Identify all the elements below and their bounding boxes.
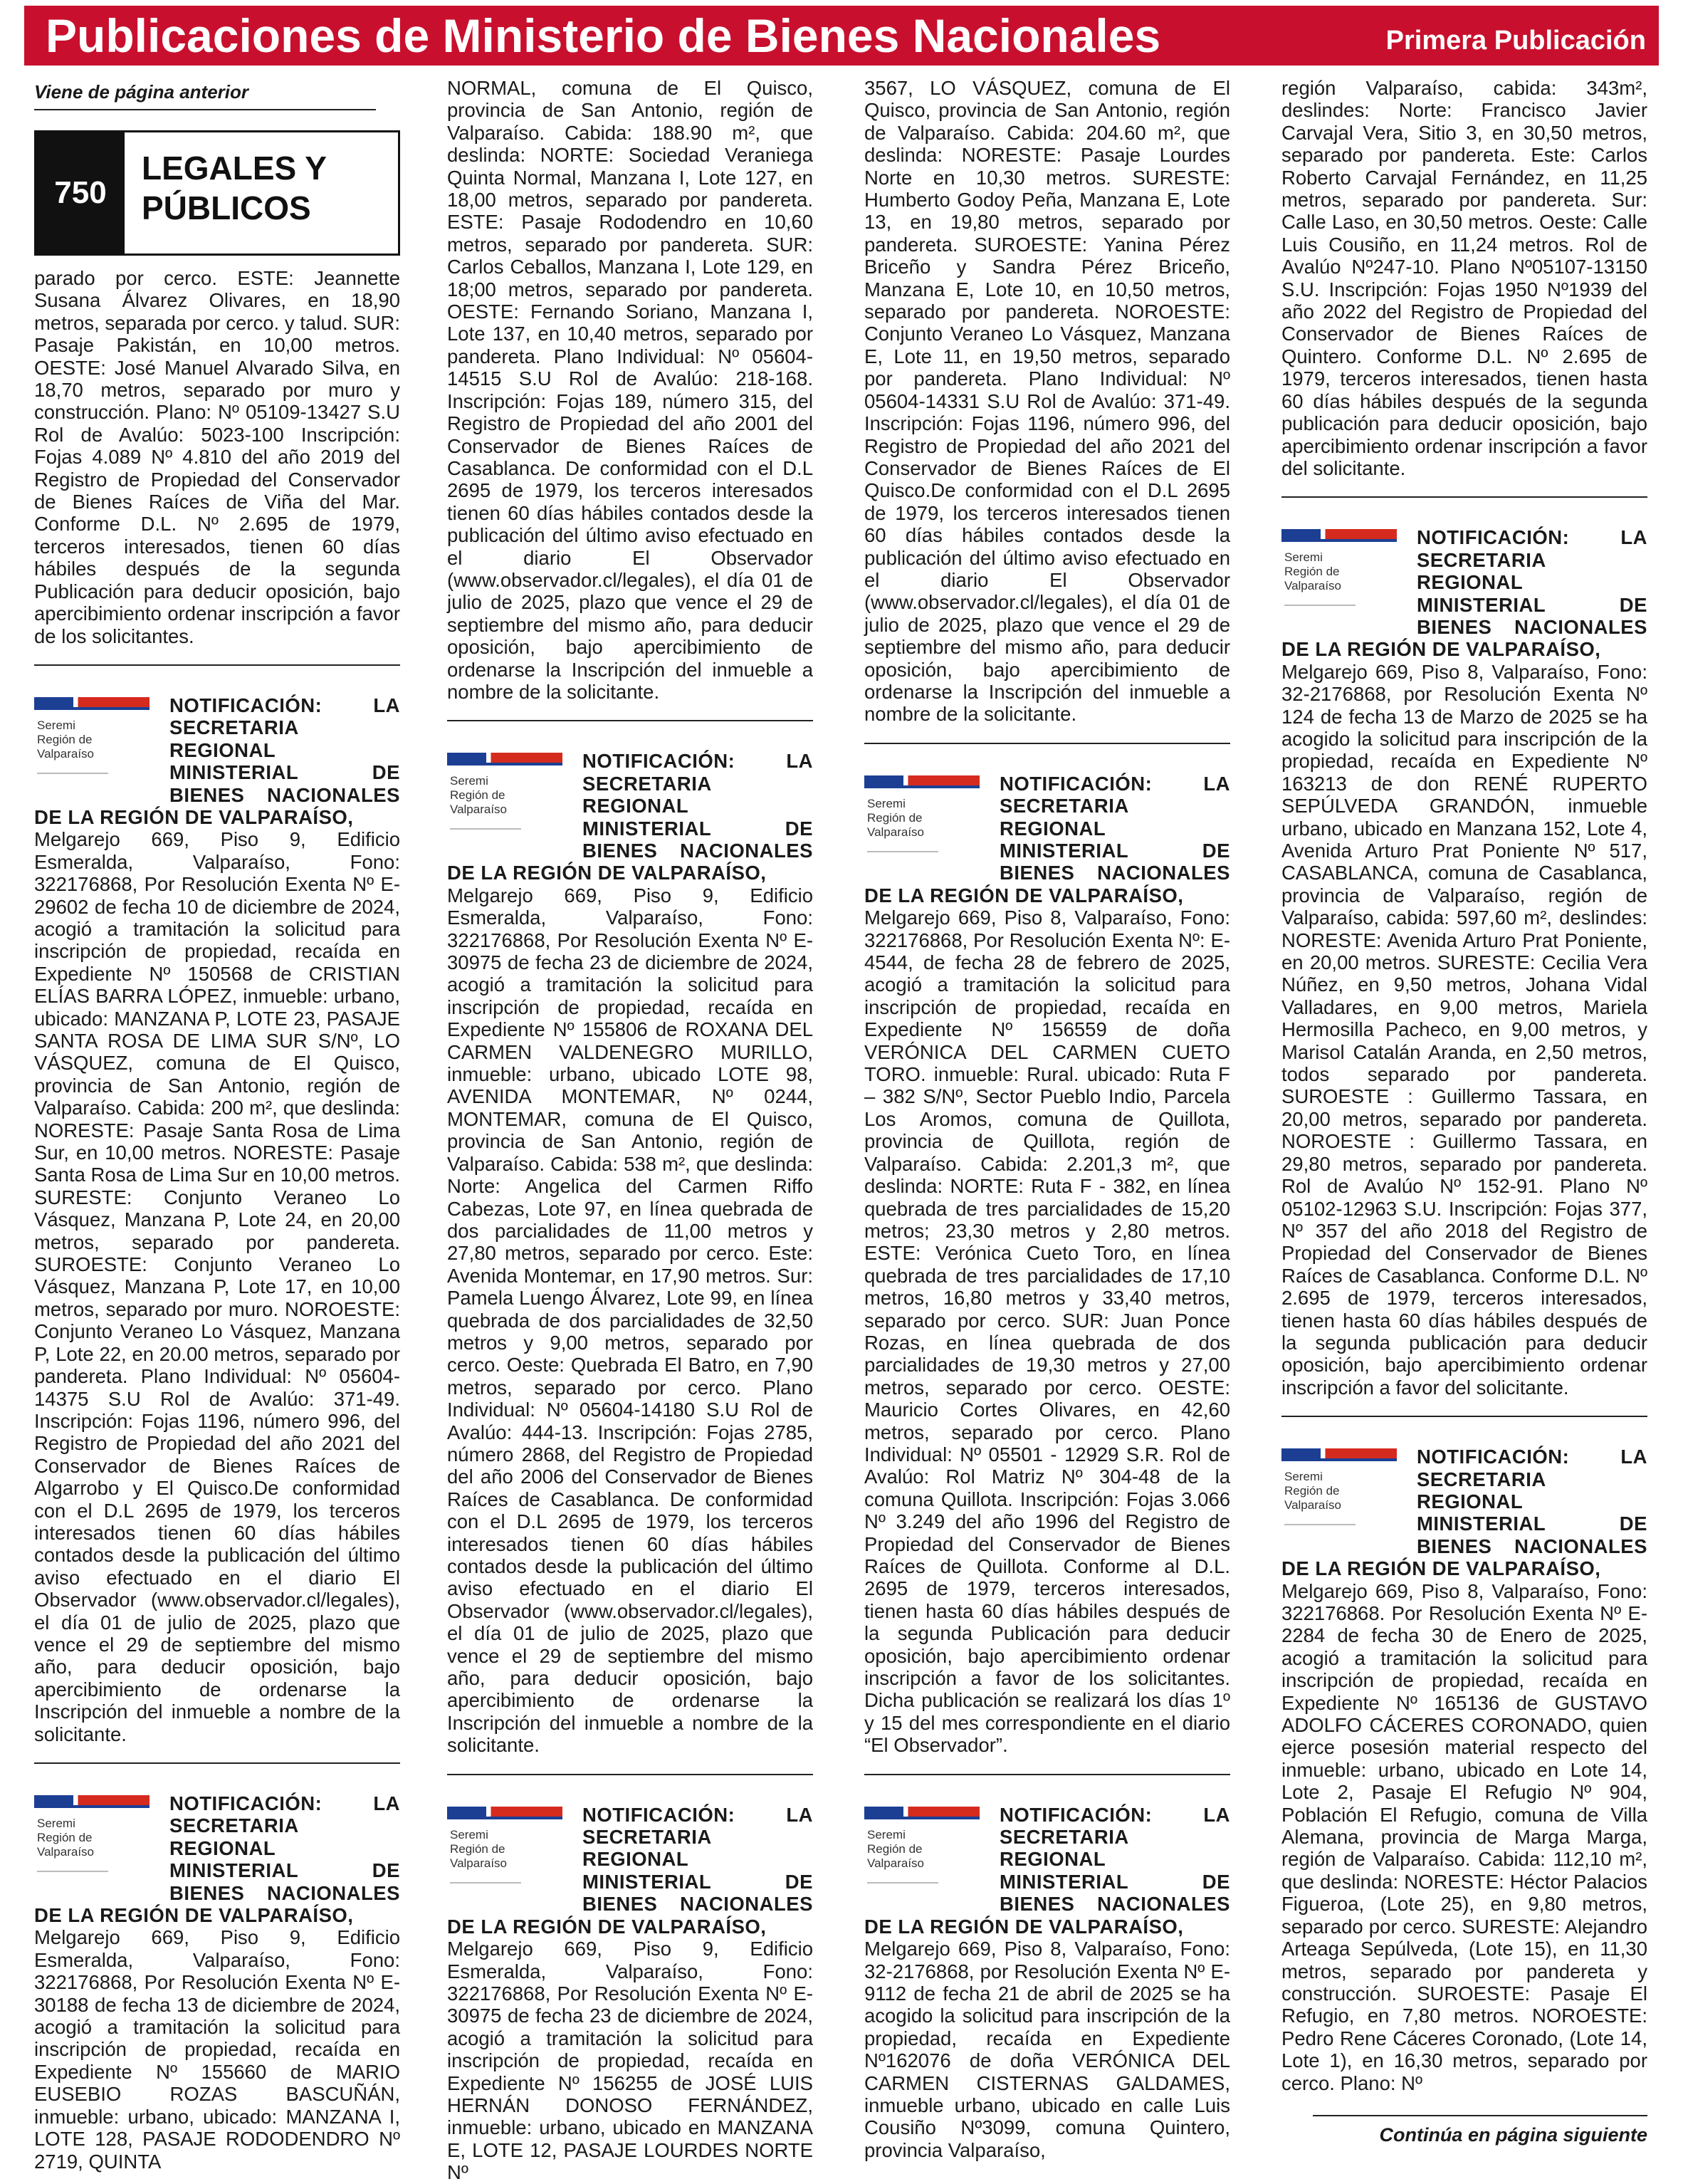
publication-tag: Primera Publicación [1385, 26, 1646, 56]
notice-heading: NOTIFICACIÓN: LA SECRETARIA REGIONAL MINISTERIAL DE BIENES NACIONALES DE LA REGIÓN DE VALPARAÍSO, [864, 772, 1230, 906]
logo-text: Seremi Región de Valparaíso [450, 774, 508, 817]
seremi-logo [34, 697, 161, 803]
notice-body: Melgarejo 669, Piso 9, Edificio Esmeralda, Valparaíso, Fono: 322176868, Por Resolución Exenta Nº E-29602 de fecha 10 de diciembre de 2024, acogió a tramitación la solicitud para inscripción de propiedad, recaída en Expediente Nº 150568 de CRISTIAN ELÍAS BARRA LÓPEZ, inmueble: urbano, ubicado: MANZANA P, LOTE 23, PASAJE SANTA ROSA DE LIMA SUR S/Nº, LO VÁSQUEZ, comuna de El Quisco, provincia de San Antonio, región de Valparaíso. Cabida: 200 m², que deslinda: NORESTE: Pasaje Santa Rosa de Lima Sur, en 10,00 metros. NORESTE: Pasaje Santa Rosa de Lima Sur en 10,00 metros. SURESTE: Conjunto Veraneo Lo Vásquez, Manzana P, Lote 24, en 20,00 metros, separado por pandereta. SUROESTE: Conjunto Veraneo Lo Vásquez, Manzana P, Lote 17, en 10,00 metros, separado por muro. NOROESTE: Conjunto Veraneo Lo Vásquez, Manzana P, Lote 22, en 20.00 metros, separado por pandereta. Plano Individual: Nº 05604-14375 S.U Rol de Avalúo: 371-49. Inscripción: Fojas 1196, número 996, del Registro de Propiedad del año 2021 del Conservador de Bienes Raíces de Algarrobo y El Quisco.De conformidad con el D.L 2695 de 1979, los terceros interesados tienen 60 días hábiles contados desde la publicación del último aviso efectuado en el diario El Observador (www.observador.cl/legales), el día 01 de julio de 2025, plazo que vence el 29 de septiembre del mismo año, para deducir oposición, bajo apercibimiento de ordenarse la Inscripción del inmueble a nombre de la solicitante. [34, 828, 400, 1745]
notice-body: Melgarejo 669, Piso 9, Edificio Esmeralda, Valparaíso, Fono: 322176868, Por Resolución Exenta Nº E-30975 de fecha 23 de diciembre de 2024, acogió a tramitación la solicitud para inscripción de propiedad, recaída en Expediente Nº 156255 de JOSÉ LUIS HERNÁN DONOSO FERNÁNDEZ, inmueble: urbano, ubicado en MANZANA E, LOTE 12, PASAJE LOURDES NORTE Nº [447, 1938, 813, 2184]
notice [34, 694, 400, 1745]
logo-text: Seremi Región de Valparaíso [1284, 1470, 1342, 1512]
continued-from-label: Viene de página anterior [34, 68, 376, 110]
divider [34, 1762, 400, 1764]
seremi-logo [34, 1795, 161, 1901]
banner-title: Publicaciones de Ministerio de Bienes Nacionales [46, 9, 1161, 62]
notice-heading: NOTIFICACIÓN: LA SECRETARIA REGIONAL MINISTERIAL DE BIENES NACIONALES DE LA REGIÓN DE VALPARAÍSO, [447, 750, 813, 884]
notice-heading: NOTIFICACIÓN: LA SECRETARIA REGIONAL MINISTERIAL DE BIENES NACIONALES DE LA REGIÓN DE VALPARAÍSO, [864, 1803, 1230, 1938]
notice-body: Melgarejo 669, Piso 9, Edificio Esmeralda, Valparaíso, Fono: 322176868, Por Resolución Exenta Nº E-30975 de fecha 23 de diciembre de 2024, acogió a tramitación la solicitud para inscripción de propiedad, recaída en Expediente Nº 155806 de ROXANA DEL CARMEN VALDENEGRO MURILLO, inmueble: urbano, ubicado LOTE 98, AVENIDA MONTEMAR, Nº 0244, MONTEMAR, comuna de El Quisco, provincia de San Antonio, región de Valparaíso. Cabida: 538 m², que deslinda: Norte: Angelica del Carmen Riffo Cabezas, Lote 97, en línea quebrada de dos parcialidades de 11,00 metros y 27,80 metros, separado por cerco. Este: Avenida Montemar, en 17,90 metros. Sur: Pamela Luengo Álvarez, Lote 99, en línea quebrada de dos parcialidades de 32,50 metros y 9,00 metros, separado por cerco. Oeste: Quebrada El Batro, en 7,90 metros, separado por cerco. Plano Individual: Nº 05604-14180 S.U Rol de Avalúo: 444-13. Inscripción: Fojas 2785, número 2868, del Registro de Propiedad del año 2006 del Conservador de Bienes Raíces de Casablanca. De conformidad con el D.L 2695 de 1979, los terceros interesados tienen 60 días hábiles contados desde la publicación del último aviso efectuado en el diario El Observador (www.observador.cl/legales), el día 01 de julio de 2025, plazo que vence el 29 de septiembre del mismo año, para deducir oposición, bajo apercibimiento de ordenarse la Inscripción del inmueble a nombre de la solicitante. [447, 884, 813, 1757]
divider [1313, 2115, 1647, 2116]
seremi-logo [1281, 1448, 1408, 1554]
divider [34, 664, 400, 666]
flag-stripe-icon [34, 1795, 150, 1805]
section-name: LEGALES Y PÚBLICOS [142, 150, 327, 226]
notice-body: Melgarejo 669, Piso 8, Valparaíso, Fono: 322176868. Por Resolución Exenta Nº E-2284 de fecha 30 de Enero de 2025, acogió a tramitación la solicitud para inscripción de propiedad, recaída en Expediente Nº 165136 de GUSTAVO ADOLFO CÁCERES CORONADO, quien ejerce posesión material respecto del inmueble: urbano, ubicado en Lote 14, Lote 2, Pasaje El Refugio Nº 904, Población El Refugio, comuna de Villa Alemana, provincia de Marga Marga, región de Valparaíso. Cabida: 112,10 m², que deslinda: NORESTE: Héctor Palacios Figueroa, (Lote 25), en 9,80 metros, separado por cerco. SURESTE: Alejandro Arteaga Sepúlveda, (Lote 15), en 11,30 metros, separado por pandereta y construcción. SUROESTE: Pasaje El Refugio, en 7,80 metros. NOROESTE: Pedro Rene Cáceres Coronado, (Lote 14, Lote 1), en 16,30 metros, separado por cerco. Plano: Nº [1281, 1579, 1647, 2094]
notice-body: Melgarejo 669, Piso 8, Valparaíso, Fono: 32-2176868, por Resolución Exenta Nº 124 de fecha 13 de Marzo de 2025 se ha acogido la solicitud para inscripción de la propiedad, recaída en Expediente Nº 163213 de don RENÉ RUPERTO SEPÚLVEDA GRANDÓN, inmueble urbano, ubicado en Manzana 152, Lote 4, Avenida Arturo Prat Poniente Nº 517, CASABLANCA, comuna de Casablanca, provincia de Valparaíso, región de Valparaíso, cabida: 597,60 m², deslindes: NORESTE: Avenida Arturo Prat Poniente, en 20,00 metros. SURESTE: Cecilia Vera Núñez, en 9,50 metros, Johana Vidal Valladares, en 9,00 metros, Mariela Hermosilla Pacheco, en 9,00 metros, y Marisol Catalán Aranda, en 2,50 metros, todos separado por pandereta. SUROESTE : Guillermo Tassara, en 20,00 metros, separado por pandereta. NOROESTE : Guillermo Tassara, en 29,80 metros, separado por pandereta. Rol de Avalúo Nº 152-91. Plano Nº 05102-12963 S.U. Inscripción: Fojas 377, Nº 357 del año 2018 del Registro de Propiedad del Conservador de Bienes Raíces de Casablanca. Conforme D.L. Nº 2.695 de 1979, terceros interesados, tienen hasta 60 días hábiles después de la segunda publicación para deducir oposición, bajo apercibimiento ordenar inscripción a favor del solicitante. [1281, 660, 1647, 1399]
continued-notice-text: 3567, LO VÁSQUEZ, comuna de El Quisco, provincia de San Antonio, región de Valparaíso. Cabida: 204.60 m², que deslinda: NORESTE: Pasaje Lourdes Norte en 10,30 metros. SURESTE: Humberto Godoy Peña, Manzana E, Lote 13, en 19,80 metros, separado por pandereta. SUROESTE: Yanina Pérez Briceño y Sandra Pérez Briceño, Manzana E, Lote 10, en 10,50 metros, separado por pandereta. NOROESTE: Conjunto Veraneo Lo Vásquez, Manzana E, Lote 11, en 19,50 metros, separado por pandereta. Plano Individual: Nº 05604-14331 S.U Rol de Avalúo: 371-49. Inscripción: Fojas 1196, número 996, del Registro de Propiedad del año 2021 del Conservador de Bienes Raíces de El Quisco.De conformidad con el D.L 2695 de 1979, los terceros interesados tienen 60 días hábiles contados desde la publicación del último aviso efectuado en el diario El Observador (www.observador.cl/legales), el día 01 de julio de 2025, plazo que vence el 29 de septiembre del mismo año, para deducir oposición, bajo apercibimiento de ordenarse la Inscripción del inmueble a nombre de la solicitante. [864, 77, 1230, 726]
divider [447, 720, 813, 721]
section-box [34, 130, 400, 256]
column-2 [447, 68, 813, 2184]
flag-stripe-icon [447, 1807, 562, 1817]
notice [34, 1792, 400, 2173]
logo-text: Seremi Región de Valparaíso [450, 1827, 508, 1870]
notice [864, 773, 1230, 1757]
notice-heading: NOTIFICACIÓN: LA SECRETARIA REGIONAL MINISTERIAL DE BIENES NACIONALES DE LA REGIÓN DE VALPARAÍSO, [1281, 1446, 1647, 1580]
column-1 [34, 68, 400, 2173]
notice-body: Melgarejo 669, Piso 9, Edificio Esmeralda, Valparaíso, Fono: 322176868, Por Resolución Exenta Nº E-30188 de fecha 13 de diciembre de 2024, acogió a tramitación la solicitud para inscripción de propiedad, recaída en Expediente Nº 155660 de MARIO EUSEBIO ROZAS BASCUÑÁN, inmueble: urbano, ubicado: MANZANA I, LOTE 128, PASAJE RODODENDRO Nº 2719, QUINTA [34, 1926, 400, 2173]
notice [1281, 526, 1647, 1399]
logo-text: Seremi Región de Valparaíso [37, 1817, 95, 1859]
column-4 [1281, 68, 1647, 2148]
notice-body: Melgarejo 669, Piso 8, Valparaíso, Fono: 322176868, Por Resolución Exenta Nº: E-4544, de fecha 28 de febrero de 2025, acogió a tramitación la solicitud para inscripción de propiedad, recaída en Expediente Nº 156559 de doña VERÓNICA DEL CARMEN CUETO TORO. inmueble: Rural. ubicado: Ruta F – 382 S/Nº, Sector Pueblo Indio, Parcela Los Aromos, comuna de Quillota, provincia de Quillota, región de Valparaíso. Cabida: 2.201,3 m², que deslinda: NORTE: Ruta F - 382, en línea quebrada de tres parcialidades de 15,20 metros; 23,30 metros y 2,80 metros. ESTE: Verónica Cueto Toro, en línea quebrada de tres parcialidades de 17,10 metros, 16,80 metros y 33,40 metros, separado por cerco. SUR: Juan Ponce Rozas, en línea quebrada de dos parcialidades de 19,30 metros y 27,00 metros, separado por cerco. OESTE: Mauricio Cortes Olivares, en 42,60 metros, separado por cerco. Plano Individual: Nº 05501 - 12929 S.R. Rol de Avalúo: Rol Matriz Nº 304-48 de la comuna Quillota. Inscripción: Fojas 3.066 Nº 3.249 del año 1996 del Registro de Propiedad del Conservador de Bienes Raíces de Quillota. Conforme al D.L. 2695 de 1979, terceros interesados, tienen hasta 60 días hábiles después de la segunda Publicación para deducir oposición, bajo apercibimiento ordenar inscripción a favor de los solicitantes. Dicha publicación se realizará los días 1º y 15 del mes correspondiente en el diario “El Observador”. [864, 906, 1230, 1757]
logo-text: Seremi Región de Valparaíso [37, 718, 95, 761]
divider [447, 1774, 813, 1775]
flag-stripe-icon [864, 775, 980, 785]
notice [447, 750, 813, 1756]
divider [864, 1774, 1230, 1775]
continued-notice-text: región Valparaíso, cabida: 343m², deslindes: Norte: Francisco Javier Carvajal Vera, Sitio 3, en 30,50 metros, separado por pandereta. Este: Carlos Roberto Carvajal Fernández, en 11,25 metros, separado por pandereta. Sur: Calle Laso, en 30,50 metros. Oeste: Calle Luis Cousiño, en 11,24 metros. Rol de Avalúo Nº247-10. Plano Nº05107-13150 S.U. Inscripción: Fojas 1950 Nº1939 del año 2022 del Registro de Propiedad del Conservador de Bienes Raíces de Quintero. Conforme D.L. Nº 2.695 de 1979, terceros interesados, tienen hasta 60 días hábiles después de la segunda publicación para deducir oposición, bajo apercibimiento ordenar inscripción a favor del solicitante. [1281, 77, 1647, 479]
continued-notice-text: NORMAL, comuna de El Quisco, provincia de San Antonio, región de Valparaíso. Cabida: 188.90 m², que deslinda: NORTE: Sociedad Veraniega Quinta Normal, Manzana I, Lote 127, en 18,00 metros, separado por pandereta. ESTE: Pasaje Rododendro en 10,60 metros, separado por pandereta. SUR: Carlos Ceballos, Manzana I, Lote 129, en 18;00 metros, separado por pandereta. OESTE: Fernando Soriano, Manzana I, Lote 137, en 10,40 metros, separado por pandereta. Plano Individual: Nº 05604-14515 S.U Rol de Avalúo: 218-168. Inscripción: Fojas 189, número 315, del Registro de Propiedad del año 2001 del Conservador de Bienes Raíces de Casablanca. De conformidad con el D.L 2695 de 1979, los terceros interesados tienen 60 días hábiles contados desde la publicación del último aviso efectuado en el diario El Observador (www.observador.cl/legales), el día 01 de julio de 2025, plazo que vence el 29 de septiembre del mismo año, para deducir oposición, bajo apercibimiento de ordenarse la Inscripción del inmueble a nombre de la solicitante. [447, 77, 813, 703]
divider [864, 743, 1230, 744]
page-banner [24, 6, 1659, 66]
continued-notice-text: parado por cerco. ESTE: Jeannette Susana Álvarez Olivares, en 18,90 metros, separada por cerco. y talud. SUR: Pasaje Pakistán, en 10,00 metros. OESTE: José Manuel Alvarado Silva, en 18,70 metros, separado por muro y construcción. Plano: Nº 05109-13427 S.U Rol de Avalúo: 5023-100 Inscripción: Fojas 4.089 Nº 4.810 del año 2019 del Registro de Propiedad del Conservador de Bienes Raíces de Viña del Mar. Conforme D.L. Nº 2.695 de 1979, terceros interesados, tienen 60 días hábiles después de la segunda Publicación para deducir oposición, bajo apercibimiento ordenar inscripción a favor de los solicitantes. [34, 267, 400, 647]
flag-stripe-icon [34, 697, 150, 707]
flag-stripe-icon [447, 753, 562, 763]
seremi-logo [447, 1807, 574, 1912]
notice [864, 1804, 1230, 2162]
flag-stripe-icon [1281, 1448, 1397, 1458]
divider [1281, 496, 1647, 498]
notice-body: Melgarejo 669, Piso 8, Valparaíso, Fono: 32-2176868, por Resolución Exenta Nº E-9112 de fecha 21 de abril de 2025 se ha acogido la solicitud para inscripción de la propiedad, recaída en Expediente Nº162076 de doña VERÓNICA DEL CARMEN CISTERNAS GALDAMES, inmueble urbano, ubicado en calle Luis Cousiño Nº3099, comuna Quintero, provincia Valparaíso, [864, 1938, 1230, 2161]
logo-text: Seremi Región de Valparaíso [867, 796, 925, 839]
seremi-logo [1281, 529, 1408, 634]
notice [447, 1804, 813, 2184]
notice-heading: NOTIFICACIÓN: LA SECRETARIA REGIONAL MINISTERIAL DE BIENES NACIONALES DE LA REGIÓN DE VALPARAÍSO, [447, 1803, 813, 1938]
notice [1281, 1446, 1647, 2094]
section-number: 750 [36, 132, 125, 254]
flag-stripe-icon [1281, 529, 1397, 539]
column-3 [864, 68, 1230, 2161]
divider [1281, 1416, 1647, 1417]
logo-text: Seremi Región de Valparaíso [867, 1827, 925, 1870]
notice-heading: NOTIFICACIÓN: LA SECRETARIA REGIONAL MINISTERIAL DE BIENES NACIONALES DE LA REGIÓN DE VALPARAÍSO, [1281, 526, 1647, 661]
seremi-logo [864, 1807, 991, 1912]
notice-heading: NOTIFICACIÓN: LA SECRETARIA REGIONAL MINISTERIAL DE BIENES NACIONALES DE LA REGIÓN DE VALPARAÍSO, [34, 1792, 400, 1927]
flag-stripe-icon [864, 1807, 980, 1817]
notice-heading: NOTIFICACIÓN: LA SECRETARIA REGIONAL MINISTERIAL DE BIENES NACIONALES DE LA REGIÓN DE VALPARAÍSO, [34, 694, 400, 828]
seremi-logo [864, 775, 991, 881]
continued-to-label: Continúa en página siguiente [1379, 2124, 1647, 2146]
seremi-logo [447, 753, 574, 858]
logo-text: Seremi Región de Valparaíso [1284, 550, 1342, 593]
